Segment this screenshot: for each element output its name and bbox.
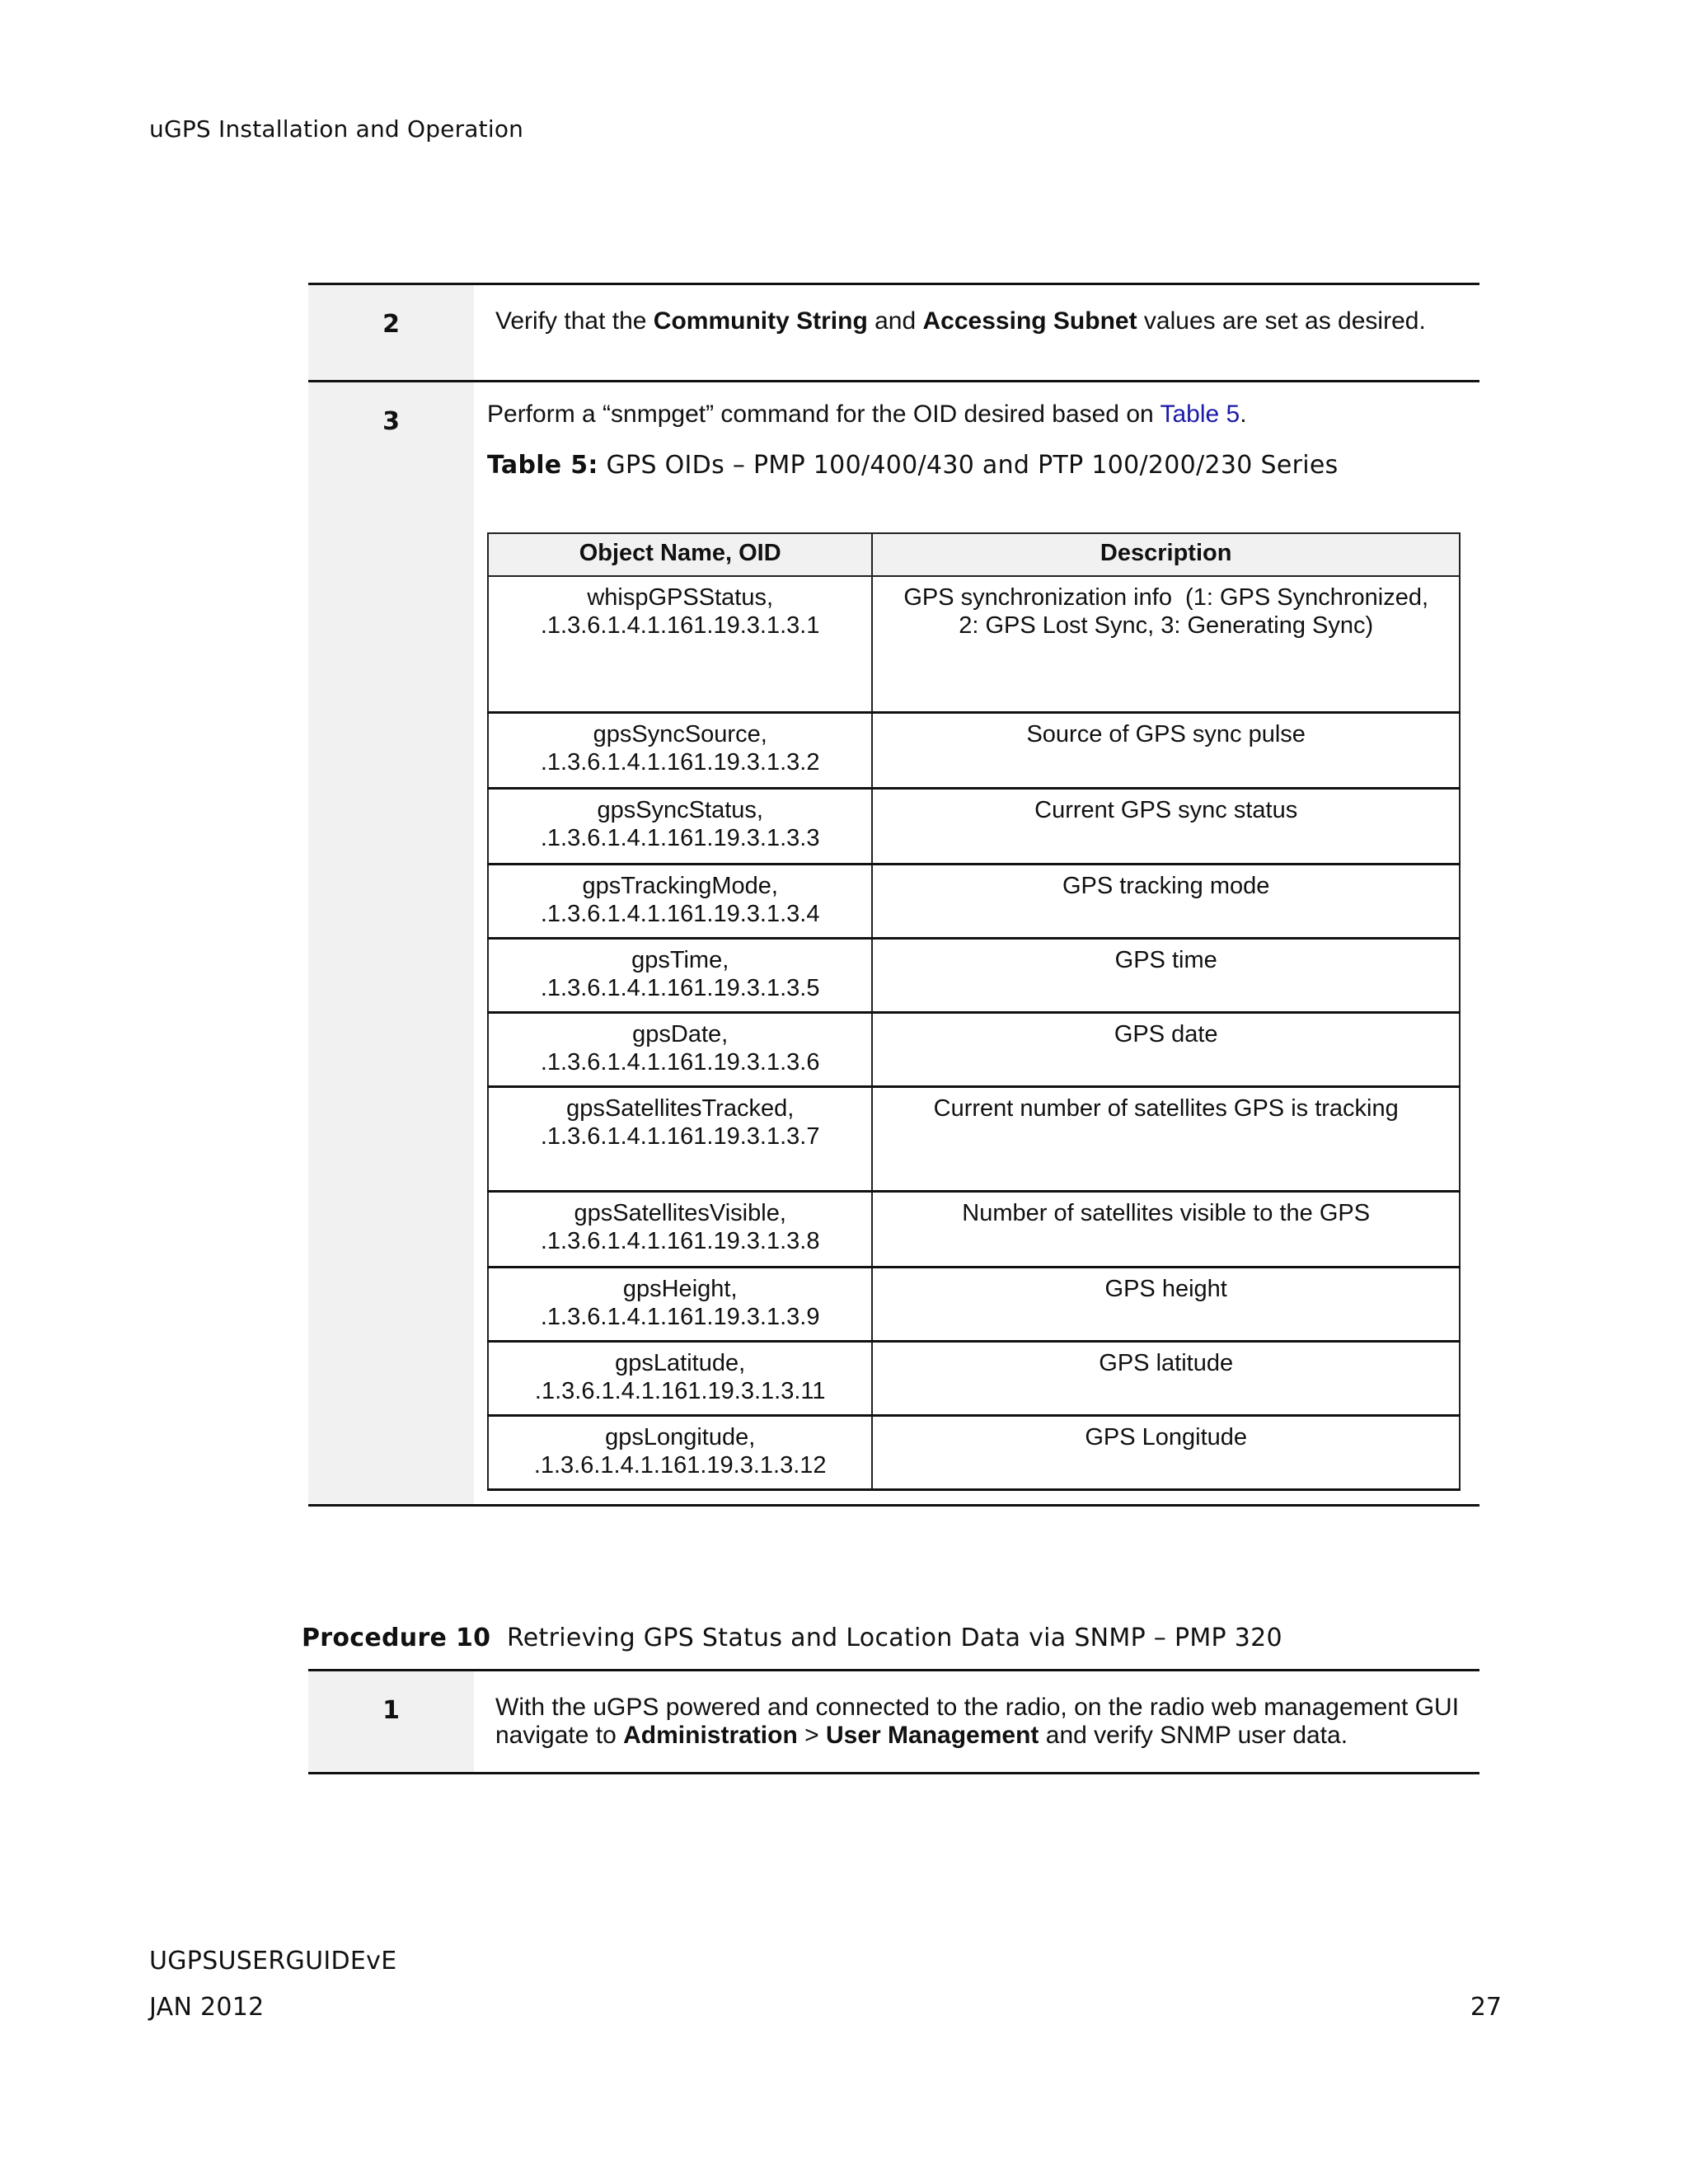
description-cell (872, 712, 1460, 788)
description-line: GPS Longitude (1085, 1423, 1248, 1451)
description-cell (872, 1086, 1460, 1191)
step-text-bold: Community String (653, 307, 868, 335)
object-name: gpsTime, (631, 946, 729, 973)
table-row (488, 712, 1460, 788)
object-name: gpsSyncSource, (593, 720, 767, 748)
description-cell (872, 864, 1460, 938)
object-name: whispGPSStatus, (587, 584, 774, 611)
description-line: Source of GPS sync pulse (1026, 720, 1306, 748)
object-name-cell (488, 938, 872, 1012)
table-row (488, 1415, 1460, 1489)
description-cell (872, 1012, 1460, 1086)
step-text (474, 1671, 1479, 1774)
description-cell (872, 1267, 1460, 1341)
step-row (308, 382, 1479, 1506)
object-name: gpsSatellitesTracked, (566, 1094, 795, 1122)
gps-oid-table (487, 532, 1461, 1491)
object-name-cell (488, 1012, 872, 1086)
step-text-line: With the uGPS powered and connected to the radio, on the radio web management GUI (495, 1694, 1460, 1721)
object-name-cell (488, 1086, 872, 1191)
object-name-cell (488, 1341, 872, 1415)
object-oid: .1.3.6.1.4.1.161.19.3.1.3.8 (540, 1227, 820, 1254)
procedure-10-steps-table (308, 1669, 1479, 1774)
object-oid: .1.3.6.1.4.1.161.19.3.1.3.11 (534, 1377, 826, 1404)
object-name-cell (488, 1415, 872, 1489)
object-oid: .1.3.6.1.4.1.161.19.3.1.3.2 (540, 748, 820, 776)
footer-date: JAN 2012 (149, 1993, 265, 2022)
step-text-bold: Administration (623, 1722, 798, 1749)
object-name: gpsDate, (632, 1020, 729, 1047)
step-text-part: navigate to (495, 1722, 624, 1749)
table-row (488, 938, 1460, 1012)
object-name-cell (488, 576, 872, 712)
page-header: uGPS Installation and Operation (149, 115, 524, 143)
object-oid: .1.3.6.1.4.1.161.19.3.1.3.12 (533, 1451, 827, 1479)
table-row (488, 1012, 1460, 1086)
description-cell (872, 788, 1460, 864)
object-oid: .1.3.6.1.4.1.161.19.3.1.3.5 (540, 974, 820, 1001)
table-row (488, 576, 1460, 712)
step-instruction (487, 401, 1479, 429)
step-text-bold: Accessing Subnet (922, 307, 1137, 335)
object-name: gpsSyncStatus, (597, 796, 763, 823)
step-text-part: Perform a “snmpget” command for the OID desired based on (487, 401, 1160, 428)
step-text-part: and verify SNMP user data. (1039, 1722, 1348, 1749)
object-name-cell (488, 712, 872, 788)
table-5-link[interactable]: Table 5 (1160, 401, 1240, 428)
object-oid: .1.3.6.1.4.1.161.19.3.1.3.6 (540, 1048, 820, 1076)
object-name-cell (488, 1191, 872, 1267)
step-number: 2 (308, 284, 474, 382)
page-number: 27 (1470, 1993, 1502, 2022)
step-row (308, 1671, 1479, 1774)
procedure-steps-table (308, 283, 1479, 1507)
object-name-cell (488, 1267, 872, 1341)
procedure-label: Procedure 10 (302, 1624, 491, 1652)
table-header-row (488, 533, 1460, 576)
object-oid: .1.3.6.1.4.1.161.19.3.1.3.4 (540, 900, 820, 927)
description-line: Number of satellites visible to the GPS (962, 1199, 1371, 1226)
description-line: 2: GPS Lost Sync, 3: Generating Sync) (959, 612, 1374, 639)
description-line: GPS time (1114, 946, 1217, 973)
description-cell (872, 576, 1460, 712)
object-name-cell (488, 864, 872, 938)
footer-doc-id: UGPSUSERGUIDEvE (149, 1947, 397, 1975)
table-row (488, 1267, 1460, 1341)
object-oid: .1.3.6.1.4.1.161.19.3.1.3.7 (540, 1122, 820, 1150)
table-row (488, 788, 1460, 864)
object-name: gpsLongitude, (605, 1423, 756, 1451)
step-number: 3 (308, 382, 474, 1506)
procedure-title (302, 1624, 1282, 1652)
column-header-object-name: Object Name, OID (488, 533, 872, 576)
object-oid: .1.3.6.1.4.1.161.19.3.1.3.9 (540, 1303, 820, 1330)
table-row (488, 864, 1460, 938)
object-name: gpsHeight, (622, 1275, 738, 1302)
table-row (488, 1191, 1460, 1267)
object-oid: .1.3.6.1.4.1.161.19.3.1.3.3 (540, 824, 820, 851)
description-line: GPS tracking mode (1062, 872, 1270, 899)
step-text-part: . (1240, 401, 1247, 428)
table-body (488, 576, 1460, 1489)
step-text (474, 382, 1479, 1506)
description-line: Current number of satellites GPS is tracking (933, 1094, 1399, 1122)
object-oid: .1.3.6.1.4.1.161.19.3.1.3.1 (540, 612, 820, 639)
description-cell (872, 1341, 1460, 1415)
description-line: Current GPS sync status (1034, 796, 1298, 823)
object-name: gpsSatellitesVisible, (574, 1199, 786, 1226)
object-name: gpsTrackingMode, (582, 872, 778, 899)
description-cell (872, 1415, 1460, 1489)
table-caption (487, 452, 1479, 480)
table-caption-text: GPS OIDs – PMP 100/400/430 and PTP 100/200/230 Series (598, 451, 1339, 480)
step-text (474, 284, 1479, 382)
column-header-description: Description (872, 533, 1460, 576)
table-row (488, 1086, 1460, 1191)
description-line: GPS height (1104, 1275, 1227, 1302)
step-text-part: Verify that the (495, 307, 654, 335)
step-text-line (495, 1722, 1479, 1750)
description-line: GPS synchronization info (1: GPS Synchronized, (903, 584, 1429, 611)
step-text-part: and (867, 307, 923, 335)
table-row (488, 1341, 1460, 1415)
procedure-title-text: Retrieving GPS Status and Location Data via SNMP – PMP 320 (490, 1624, 1282, 1652)
description-cell (872, 1191, 1460, 1267)
object-name-cell (488, 788, 872, 864)
step-row (308, 284, 1479, 382)
step-number: 1 (308, 1671, 474, 1774)
step-text-part: > (797, 1722, 826, 1749)
step-text-part: values are set as desired. (1137, 307, 1426, 335)
description-cell (872, 938, 1460, 1012)
description-line: GPS latitude (1099, 1349, 1234, 1376)
step-text-bold: User Management (826, 1722, 1039, 1749)
object-name: gpsLatitude, (615, 1349, 746, 1376)
table-caption-label: Table 5: (487, 451, 598, 480)
description-line: GPS date (1114, 1020, 1218, 1047)
